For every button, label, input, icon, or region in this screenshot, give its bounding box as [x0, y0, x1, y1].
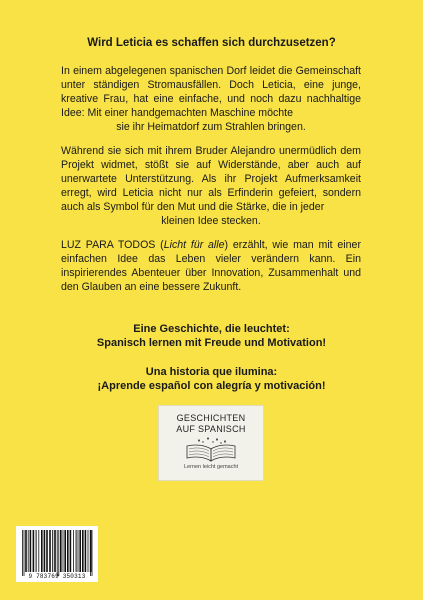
tagline-spanish-line-2: ¡Aprende español con alegría y motivación!: [97, 380, 326, 392]
blurb-paragraph-2: [61, 144, 361, 228]
tagline-german-line-2: Spanisch lernen mit Freude und Motivation!: [96, 337, 327, 349]
back-cover-headline: Wird Leticia es schaffen sich durchzusetzen?: [87, 37, 336, 49]
barcode-bar: [82, 530, 84, 572]
barcode-bar: [38, 530, 39, 572]
barcode-bar: [54, 530, 56, 572]
barcode-bar: [58, 530, 59, 576]
barcode-bar: [73, 530, 74, 572]
blurb-paragraph-3: [61, 238, 361, 294]
publisher-logo: [158, 405, 264, 481]
blurb-paragraph-1-text: In einem abgelegenen spanischen Dorf leidet die Gemeinschaft unter ständigen Stromausfällen. Doch Leticia, eine junge, kreative Frau, hat eine einfache, und noch dazu nachhaltige Idee: Mit einer handgemachten Maschine möchte: [61, 65, 361, 119]
barcode-bar: [88, 530, 89, 572]
barcode-bar: [76, 530, 77, 572]
barcode-bar: [46, 530, 48, 572]
barcode-bar: [22, 530, 23, 576]
barcode-bar: [36, 530, 37, 572]
barcode-bar: [85, 530, 87, 572]
blurb-paragraph-1: [61, 64, 361, 134]
barcode-bar: [79, 530, 81, 572]
barcode-bar: [24, 530, 25, 576]
barcode-bar: [67, 530, 69, 572]
barcode-bar: [41, 530, 43, 572]
blurb-paragraph-1-last-line: sie ihr Heimatdorf zum Strahlen bringen.: [116, 121, 306, 133]
barcode-bar: [90, 530, 91, 576]
barcode-bar: [28, 530, 29, 572]
logo-line-2: AUF SPANISCH: [176, 424, 246, 434]
subtitle-paren-open: (: [155, 239, 164, 251]
book-subtitle: Licht für alle: [163, 239, 225, 251]
barcode-digits: 9 783769 350313: [28, 573, 86, 580]
barcode-bar: [57, 530, 58, 576]
barcode-bar: [63, 530, 64, 572]
tagline-german-line-1: Eine Geschichte, die leuchtet:: [133, 323, 290, 335]
blurb-paragraph-2-last-line: kleinen Idee stecken.: [161, 215, 261, 227]
blurb-paragraph-2-text: Während sie sich mit ihrem Bruder Alejandro unermüdlich dem Projekt widmet, stößt sie auf Widerstände, aber auch auf unerwartete Unterstützung. Als ihr Projekt Aufmerksamkeit erregt, wird Leticia nicht nur als Erfinderin gefeiert, sondern auch als Symbol für den Mut und die Stärke, die in jeder: [61, 145, 361, 213]
barcode-bar: [60, 530, 62, 572]
blurb-paragraph-3-text: ) erzählt, wie man mit einer einfachen Idee das Leben vieler verändern kann. Ein inspirierendes Abenteuer über Innovation, Zusammenhalt und den Glauben an eine bessere Zukunft.: [61, 239, 361, 293]
barcode-bar: [49, 530, 51, 572]
barcode-bar: [44, 530, 46, 572]
isbn-barcode: [16, 526, 98, 582]
logo-caption: Lernen leicht gemacht: [183, 464, 239, 470]
barcode-bar: [30, 530, 32, 572]
barcode-bar: [52, 530, 53, 572]
barcode-bar: [25, 530, 27, 572]
logo-line-1: GESCHICHTEN: [176, 413, 246, 423]
barcode-bar: [70, 530, 72, 572]
barcode-bar: [33, 530, 35, 572]
book-title: LUZ PARA TODOS: [61, 239, 156, 251]
open-book-icon: [181, 437, 241, 463]
tagline-spanish-line-1: Una historia que ilumina:: [145, 366, 278, 378]
barcode-bar: [78, 530, 79, 572]
barcode-bar: [64, 530, 66, 572]
barcode-bar: [92, 530, 93, 576]
